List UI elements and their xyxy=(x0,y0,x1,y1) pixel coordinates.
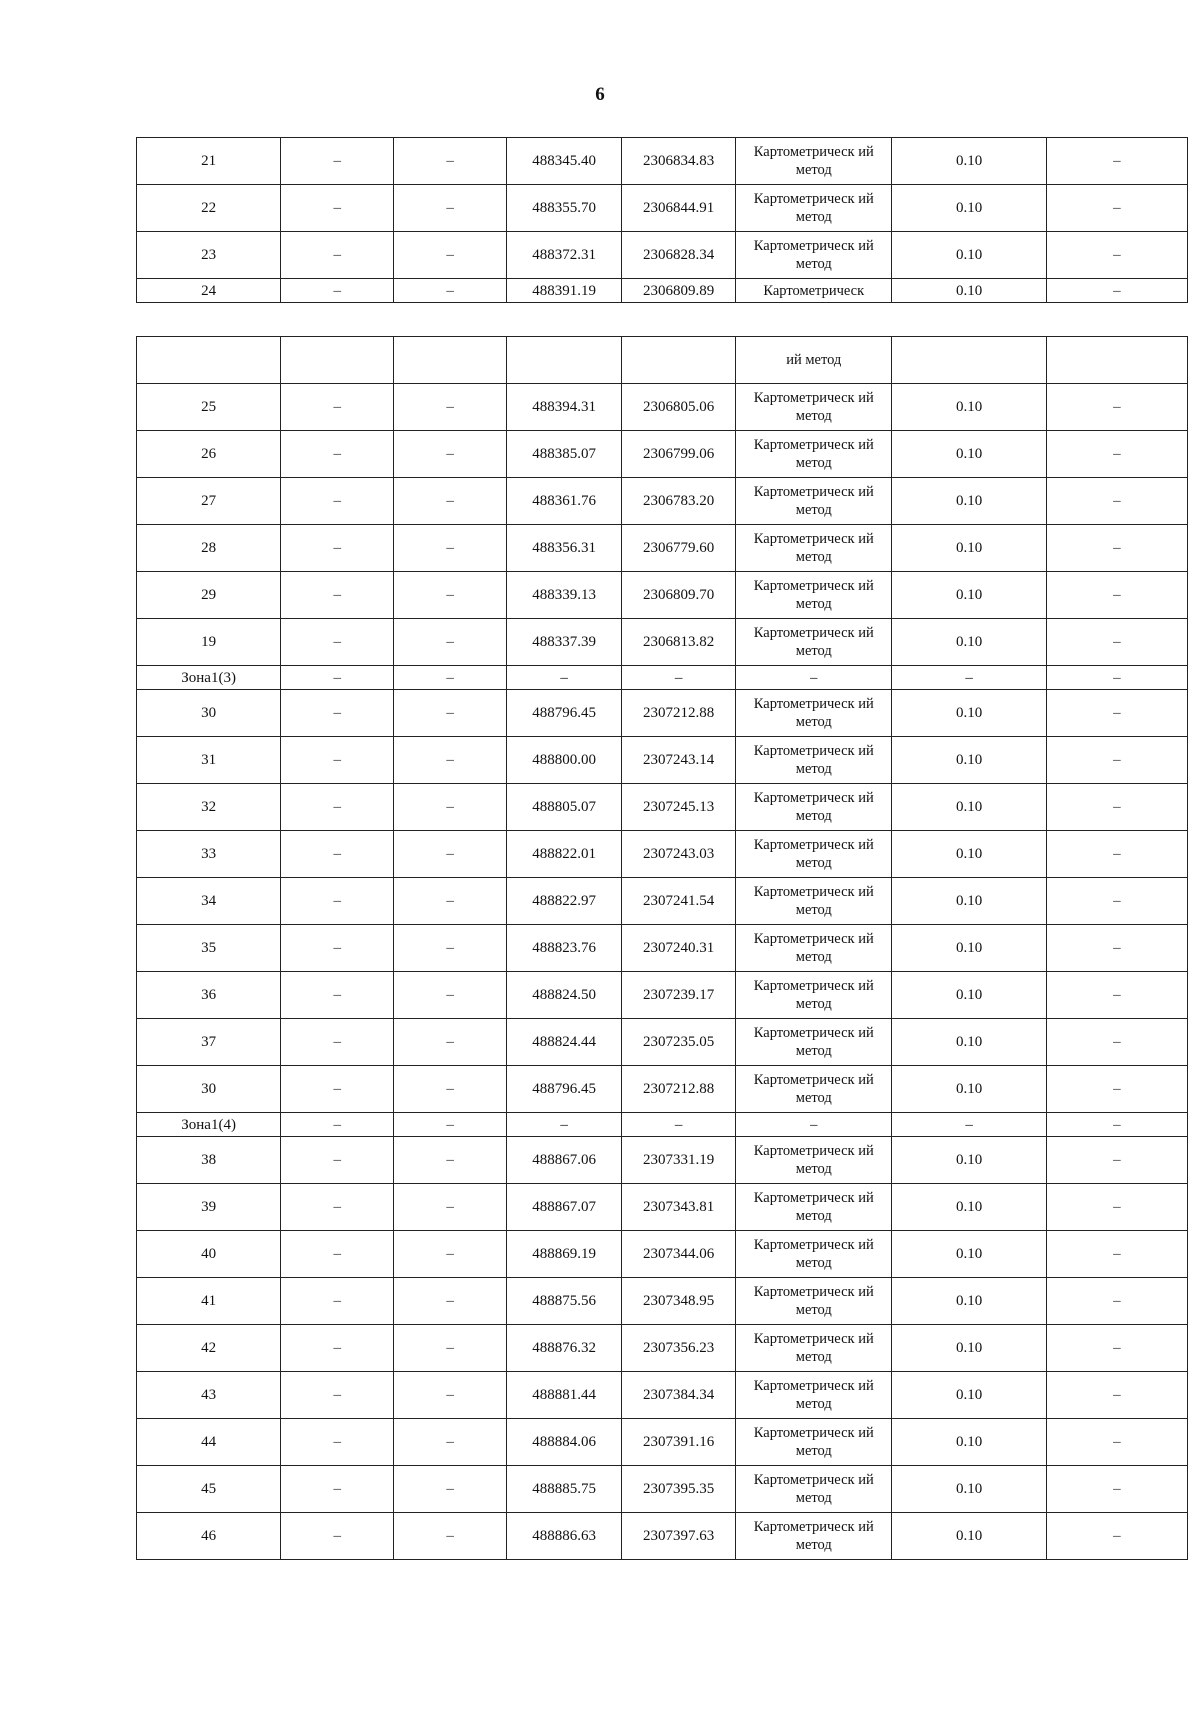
table-row xyxy=(137,384,1188,431)
accuracy-cell: 0.10 xyxy=(892,1513,1046,1560)
x-coordinate-cell: 488822.97 xyxy=(507,878,622,925)
y-coordinate-cell: 2306834.83 xyxy=(622,138,736,185)
accuracy-cell: 0.10 xyxy=(892,690,1046,737)
accuracy-cell: 0.10 xyxy=(892,1419,1046,1466)
dash-cell: – xyxy=(281,1466,394,1513)
dash-cell: – xyxy=(394,1372,507,1419)
accuracy-cell: 0.10 xyxy=(892,232,1046,279)
method-cell: Картометрическ ий метод xyxy=(736,925,892,972)
dash-cell: – xyxy=(1046,431,1187,478)
table-row xyxy=(137,925,1188,972)
dash-cell: – xyxy=(394,384,507,431)
point-number-cell: 36 xyxy=(137,972,281,1019)
x-coordinate-cell: 488805.07 xyxy=(507,784,622,831)
point-number-cell: Зона1(3) xyxy=(137,666,281,690)
method-cell: Картометрическ ий метод xyxy=(736,784,892,831)
point-number-cell: 46 xyxy=(137,1513,281,1560)
x-coordinate-cell: 488884.06 xyxy=(507,1419,622,1466)
method-cell: Картометрическ ий метод xyxy=(736,1019,892,1066)
point-number-cell: 35 xyxy=(137,925,281,972)
x-coordinate-cell: – xyxy=(507,1113,622,1137)
method-cell: Картометрическ ий метод xyxy=(736,1513,892,1560)
table-row-continuation xyxy=(137,337,1188,384)
dash-cell: – xyxy=(1046,1113,1187,1137)
table-row xyxy=(137,185,1188,232)
table-row xyxy=(137,525,1188,572)
dash-cell: – xyxy=(1046,1231,1187,1278)
method-cell: Картометрическ ий метод xyxy=(736,831,892,878)
dash-cell: – xyxy=(394,1066,507,1113)
dash-cell: – xyxy=(394,1113,507,1137)
dash-cell: – xyxy=(394,666,507,690)
accuracy-cell: 0.10 xyxy=(892,1466,1046,1513)
point-number-cell: 23 xyxy=(137,232,281,279)
dash-cell: – xyxy=(1046,279,1187,303)
dash-cell: – xyxy=(281,1372,394,1419)
dash-cell: – xyxy=(394,1513,507,1560)
method-cell: Картометрическ xyxy=(736,279,892,303)
method-cell: Картометрическ ий метод xyxy=(736,525,892,572)
x-coordinate-cell: 488337.39 xyxy=(507,619,622,666)
accuracy-cell: 0.10 xyxy=(892,1137,1046,1184)
dash-cell: – xyxy=(1046,690,1187,737)
accuracy-cell: 0.10 xyxy=(892,1019,1046,1066)
dash-cell: – xyxy=(394,478,507,525)
x-coordinate-cell: 488867.06 xyxy=(507,1137,622,1184)
point-number-cell: 26 xyxy=(137,431,281,478)
y-coordinate-cell: 2307212.88 xyxy=(622,1066,736,1113)
x-coordinate-cell: 488345.40 xyxy=(507,138,622,185)
dash-cell: – xyxy=(281,690,394,737)
y-coordinate-cell: 2306805.06 xyxy=(622,384,736,431)
empty-cell xyxy=(1046,337,1187,384)
x-coordinate-cell: – xyxy=(507,666,622,690)
y-coordinate-cell: 2307243.03 xyxy=(622,831,736,878)
dash-cell: – xyxy=(281,384,394,431)
dash-cell: – xyxy=(1046,925,1187,972)
table-row xyxy=(137,1184,1188,1231)
accuracy-cell: 0.10 xyxy=(892,1325,1046,1372)
dash-cell: – xyxy=(1046,1419,1187,1466)
dash-cell: – xyxy=(281,478,394,525)
point-number-cell: 27 xyxy=(137,478,281,525)
empty-cell xyxy=(394,337,507,384)
dash-cell: – xyxy=(394,690,507,737)
dash-cell: – xyxy=(1046,1019,1187,1066)
x-coordinate-cell: 488385.07 xyxy=(507,431,622,478)
accuracy-cell: – xyxy=(892,1113,1046,1137)
x-coordinate-cell: 488800.00 xyxy=(507,737,622,784)
point-number-cell: 38 xyxy=(137,1137,281,1184)
dash-cell: – xyxy=(1046,1513,1187,1560)
dash-cell: – xyxy=(394,1231,507,1278)
dash-cell: – xyxy=(394,431,507,478)
table-row xyxy=(137,619,1188,666)
dash-cell: – xyxy=(281,1513,394,1560)
accuracy-cell: 0.10 xyxy=(892,925,1046,972)
dash-cell: – xyxy=(394,138,507,185)
point-number-cell: 42 xyxy=(137,1325,281,1372)
dash-cell: – xyxy=(281,619,394,666)
y-coordinate-cell: 2306809.89 xyxy=(622,279,736,303)
y-coordinate-cell: 2306844.91 xyxy=(622,185,736,232)
dash-cell: – xyxy=(1046,232,1187,279)
empty-cell xyxy=(137,337,281,384)
x-coordinate-cell: 488361.76 xyxy=(507,478,622,525)
table-row xyxy=(137,1019,1188,1066)
y-coordinate-cell: 2307239.17 xyxy=(622,972,736,1019)
accuracy-cell: 0.10 xyxy=(892,831,1046,878)
point-number-cell: 34 xyxy=(137,878,281,925)
method-cell: Картометрическ ий метод xyxy=(736,1325,892,1372)
table-row xyxy=(137,431,1188,478)
point-number-cell: 31 xyxy=(137,737,281,784)
dash-cell: – xyxy=(281,185,394,232)
empty-cell xyxy=(892,337,1046,384)
dash-cell: – xyxy=(1046,737,1187,784)
dash-cell: – xyxy=(1046,831,1187,878)
accuracy-cell: 0.10 xyxy=(892,1278,1046,1325)
y-coordinate-cell: 2307395.35 xyxy=(622,1466,736,1513)
point-number-cell: 24 xyxy=(137,279,281,303)
dash-cell: – xyxy=(394,972,507,1019)
dash-cell: – xyxy=(281,1231,394,1278)
y-coordinate-cell: – xyxy=(622,1113,736,1137)
dash-cell: – xyxy=(1046,666,1187,690)
dash-cell: – xyxy=(1046,384,1187,431)
method-cell: – xyxy=(736,1113,892,1137)
dash-cell: – xyxy=(281,138,394,185)
dash-cell: – xyxy=(281,925,394,972)
dash-cell: – xyxy=(394,831,507,878)
point-number-cell: 25 xyxy=(137,384,281,431)
empty-cell xyxy=(281,337,394,384)
y-coordinate-cell: 2307243.14 xyxy=(622,737,736,784)
x-coordinate-cell: 488356.31 xyxy=(507,525,622,572)
method-cell: Картометрическ ий метод xyxy=(736,431,892,478)
method-cell: Картометрическ ий метод xyxy=(736,572,892,619)
accuracy-cell: 0.10 xyxy=(892,1184,1046,1231)
dash-cell: – xyxy=(1046,185,1187,232)
x-coordinate-cell: 488339.13 xyxy=(507,572,622,619)
dash-cell: – xyxy=(1046,1278,1187,1325)
table-row xyxy=(137,1325,1188,1372)
method-cell: Картометрическ ий метод xyxy=(736,1137,892,1184)
dash-cell: – xyxy=(1046,1325,1187,1372)
dash-cell: – xyxy=(281,784,394,831)
dash-cell: – xyxy=(281,1019,394,1066)
dash-cell: – xyxy=(1046,572,1187,619)
accuracy-cell: – xyxy=(892,666,1046,690)
dash-cell: – xyxy=(394,1184,507,1231)
y-coordinate-cell: 2307235.05 xyxy=(622,1019,736,1066)
dash-cell: – xyxy=(281,232,394,279)
point-number-cell: Зона1(4) xyxy=(137,1113,281,1137)
x-coordinate-cell: 488824.44 xyxy=(507,1019,622,1066)
point-number-cell: 45 xyxy=(137,1466,281,1513)
dash-cell: – xyxy=(281,525,394,572)
point-number-cell: 30 xyxy=(137,1066,281,1113)
dash-cell: – xyxy=(394,619,507,666)
accuracy-cell: 0.10 xyxy=(892,279,1046,303)
x-coordinate-cell: 488394.31 xyxy=(507,384,622,431)
method-continuation-cell: ий метод xyxy=(736,337,892,384)
dash-cell: – xyxy=(281,831,394,878)
method-cell: Картометрическ ий метод xyxy=(736,1372,892,1419)
table-row xyxy=(137,690,1188,737)
page-number: 6 xyxy=(595,84,605,105)
table-row xyxy=(137,784,1188,831)
x-coordinate-cell: 488355.70 xyxy=(507,185,622,232)
table-row xyxy=(137,1231,1188,1278)
dash-cell: – xyxy=(394,1466,507,1513)
zone-header-row xyxy=(137,1113,1188,1137)
y-coordinate-cell: 2306779.60 xyxy=(622,525,736,572)
dash-cell: – xyxy=(1046,1372,1187,1419)
dash-cell: – xyxy=(394,232,507,279)
y-coordinate-cell: 2307343.81 xyxy=(622,1184,736,1231)
y-coordinate-cell: 2307344.06 xyxy=(622,1231,736,1278)
coordinates-table-part-1 xyxy=(136,137,1188,303)
x-coordinate-cell: 488824.50 xyxy=(507,972,622,1019)
accuracy-cell: 0.10 xyxy=(892,572,1046,619)
x-coordinate-cell: 488869.19 xyxy=(507,1231,622,1278)
method-cell: Картометрическ ий метод xyxy=(736,1466,892,1513)
table-row xyxy=(137,1513,1188,1560)
dash-cell: – xyxy=(281,279,394,303)
dash-cell: – xyxy=(394,1325,507,1372)
y-coordinate-cell: 2307245.13 xyxy=(622,784,736,831)
y-coordinate-cell: 2306828.34 xyxy=(622,232,736,279)
table-row xyxy=(137,737,1188,784)
table-row xyxy=(137,572,1188,619)
dash-cell: – xyxy=(281,431,394,478)
dash-cell: – xyxy=(1046,1066,1187,1113)
table-row xyxy=(137,1372,1188,1419)
y-coordinate-cell: 2307356.23 xyxy=(622,1325,736,1372)
x-coordinate-cell: 488875.56 xyxy=(507,1278,622,1325)
dash-cell: – xyxy=(281,1137,394,1184)
accuracy-cell: 0.10 xyxy=(892,972,1046,1019)
dash-cell: – xyxy=(281,1419,394,1466)
point-number-cell: 30 xyxy=(137,690,281,737)
table-row xyxy=(137,232,1188,279)
y-coordinate-cell: 2306799.06 xyxy=(622,431,736,478)
dash-cell: – xyxy=(281,1113,394,1137)
method-cell: Картометрическ ий метод xyxy=(736,1066,892,1113)
dash-cell: – xyxy=(1046,1184,1187,1231)
empty-cell xyxy=(507,337,622,384)
dash-cell: – xyxy=(394,784,507,831)
dash-cell: – xyxy=(1046,1466,1187,1513)
dash-cell: – xyxy=(394,1278,507,1325)
dash-cell: – xyxy=(1046,972,1187,1019)
method-cell: Картометрическ ий метод xyxy=(736,1184,892,1231)
point-number-cell: 33 xyxy=(137,831,281,878)
method-cell: Картометрическ ий метод xyxy=(736,737,892,784)
y-coordinate-cell: 2307212.88 xyxy=(622,690,736,737)
dash-cell: – xyxy=(394,737,507,784)
dash-cell: – xyxy=(281,737,394,784)
dash-cell: – xyxy=(281,1278,394,1325)
method-cell: Картометрическ ий метод xyxy=(736,138,892,185)
method-cell: Картометрическ ий метод xyxy=(736,878,892,925)
table-row xyxy=(137,478,1188,525)
accuracy-cell: 0.10 xyxy=(892,185,1046,232)
dash-cell: – xyxy=(1046,478,1187,525)
x-coordinate-cell: 488822.01 xyxy=(507,831,622,878)
point-number-cell: 43 xyxy=(137,1372,281,1419)
x-coordinate-cell: 488867.07 xyxy=(507,1184,622,1231)
accuracy-cell: 0.10 xyxy=(892,737,1046,784)
x-coordinate-cell: 488881.44 xyxy=(507,1372,622,1419)
table-row xyxy=(137,1419,1188,1466)
x-coordinate-cell: 488796.45 xyxy=(507,1066,622,1113)
accuracy-cell: 0.10 xyxy=(892,1372,1046,1419)
table-row xyxy=(137,1066,1188,1113)
y-coordinate-cell: 2307397.63 xyxy=(622,1513,736,1560)
dash-cell: – xyxy=(394,1019,507,1066)
method-cell: – xyxy=(736,666,892,690)
point-number-cell: 28 xyxy=(137,525,281,572)
dash-cell: – xyxy=(281,572,394,619)
method-cell: Картометрическ ий метод xyxy=(736,185,892,232)
dash-cell: – xyxy=(1046,878,1187,925)
point-number-cell: 37 xyxy=(137,1019,281,1066)
method-cell: Картометрическ ий метод xyxy=(736,384,892,431)
dash-cell: – xyxy=(1046,1137,1187,1184)
method-cell: Картометрическ ий метод xyxy=(736,619,892,666)
point-number-cell: 22 xyxy=(137,185,281,232)
table-row-split xyxy=(137,279,1188,303)
accuracy-cell: 0.10 xyxy=(892,784,1046,831)
table-row xyxy=(137,138,1188,185)
dash-cell: – xyxy=(1046,784,1187,831)
zone-header-row xyxy=(137,666,1188,690)
point-number-cell: 19 xyxy=(137,619,281,666)
point-number-cell: 40 xyxy=(137,1231,281,1278)
y-coordinate-cell: 2307240.31 xyxy=(622,925,736,972)
point-number-cell: 29 xyxy=(137,572,281,619)
table-row xyxy=(137,878,1188,925)
table-row xyxy=(137,1466,1188,1513)
point-number-cell: 39 xyxy=(137,1184,281,1231)
method-cell: Картометрическ ий метод xyxy=(736,478,892,525)
coordinates-table-part-2 xyxy=(136,336,1188,1560)
accuracy-cell: 0.10 xyxy=(892,1066,1046,1113)
dash-cell: – xyxy=(281,1066,394,1113)
dash-cell: – xyxy=(281,1184,394,1231)
dash-cell: – xyxy=(281,878,394,925)
method-cell: Картометрическ ий метод xyxy=(736,1278,892,1325)
accuracy-cell: 0.10 xyxy=(892,384,1046,431)
accuracy-cell: 0.10 xyxy=(892,478,1046,525)
y-coordinate-cell: 2307331.19 xyxy=(622,1137,736,1184)
x-coordinate-cell: 488885.75 xyxy=(507,1466,622,1513)
y-coordinate-cell: 2307391.16 xyxy=(622,1419,736,1466)
y-coordinate-cell: 2307384.34 xyxy=(622,1372,736,1419)
y-coordinate-cell: 2306809.70 xyxy=(622,572,736,619)
accuracy-cell: 0.10 xyxy=(892,138,1046,185)
accuracy-cell: 0.10 xyxy=(892,431,1046,478)
x-coordinate-cell: 488391.19 xyxy=(507,279,622,303)
accuracy-cell: 0.10 xyxy=(892,1231,1046,1278)
dash-cell: – xyxy=(394,1419,507,1466)
table-row xyxy=(137,972,1188,1019)
accuracy-cell: 0.10 xyxy=(892,525,1046,572)
dash-cell: – xyxy=(1046,138,1187,185)
table-row xyxy=(137,1137,1188,1184)
dash-cell: – xyxy=(394,878,507,925)
y-coordinate-cell: 2307241.54 xyxy=(622,878,736,925)
point-number-cell: 44 xyxy=(137,1419,281,1466)
y-coordinate-cell: 2307348.95 xyxy=(622,1278,736,1325)
empty-cell xyxy=(622,337,736,384)
dash-cell: – xyxy=(394,525,507,572)
y-coordinate-cell: – xyxy=(622,666,736,690)
y-coordinate-cell: 2306813.82 xyxy=(622,619,736,666)
point-number-cell: 41 xyxy=(137,1278,281,1325)
dash-cell: – xyxy=(1046,525,1187,572)
dash-cell: – xyxy=(394,279,507,303)
x-coordinate-cell: 488372.31 xyxy=(507,232,622,279)
x-coordinate-cell: 488796.45 xyxy=(507,690,622,737)
method-cell: Картометрическ ий метод xyxy=(736,1231,892,1278)
table-row xyxy=(137,1278,1188,1325)
dash-cell: – xyxy=(281,972,394,1019)
x-coordinate-cell: 488886.63 xyxy=(507,1513,622,1560)
dash-cell: – xyxy=(394,572,507,619)
point-number-cell: 32 xyxy=(137,784,281,831)
dash-cell: – xyxy=(281,1325,394,1372)
dash-cell: – xyxy=(394,925,507,972)
x-coordinate-cell: 488823.76 xyxy=(507,925,622,972)
x-coordinate-cell: 488876.32 xyxy=(507,1325,622,1372)
dash-cell: – xyxy=(281,666,394,690)
method-cell: Картометрическ ий метод xyxy=(736,972,892,1019)
accuracy-cell: 0.10 xyxy=(892,619,1046,666)
accuracy-cell: 0.10 xyxy=(892,878,1046,925)
dash-cell: – xyxy=(394,185,507,232)
method-cell: Картометрическ ий метод xyxy=(736,1419,892,1466)
method-cell: Картометрическ ий метод xyxy=(736,232,892,279)
dash-cell: – xyxy=(1046,619,1187,666)
table-row xyxy=(137,831,1188,878)
y-coordinate-cell: 2306783.20 xyxy=(622,478,736,525)
point-number-cell: 21 xyxy=(137,138,281,185)
dash-cell: – xyxy=(394,1137,507,1184)
method-cell: Картометрическ ий метод xyxy=(736,690,892,737)
